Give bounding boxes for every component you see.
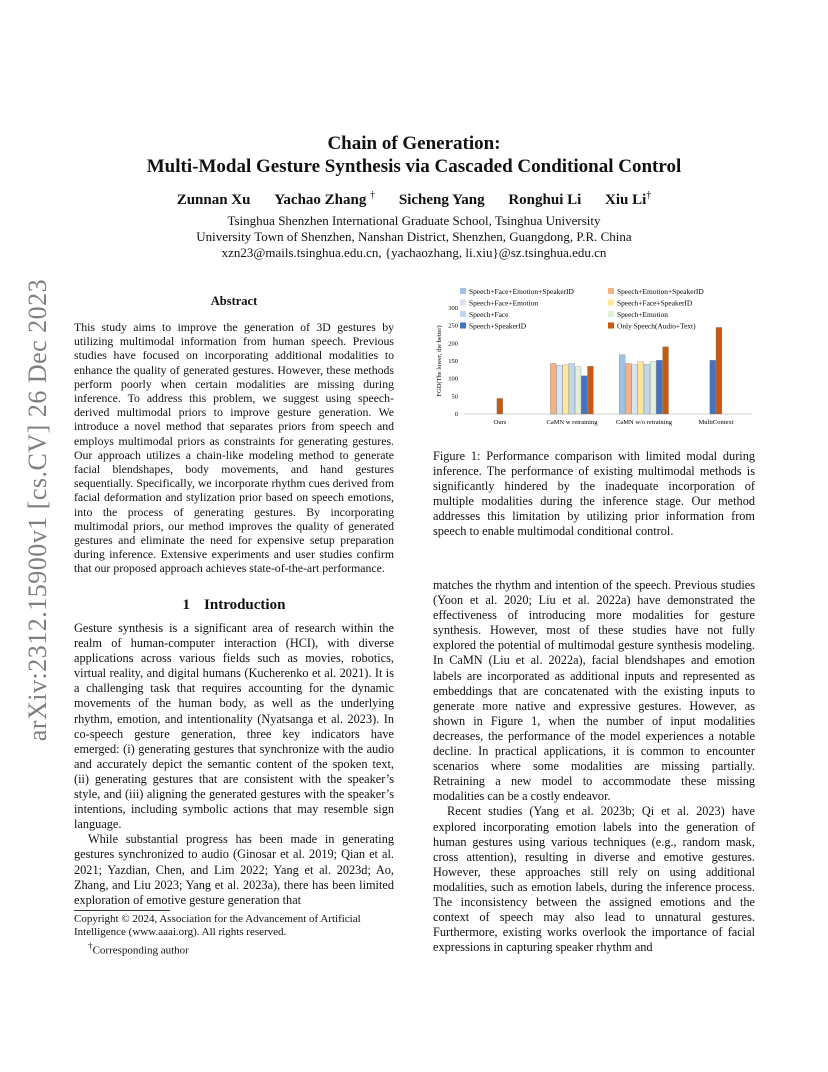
x-tick-label: CaMN w retraining — [546, 419, 598, 426]
figure-1-bar-chart — [430, 286, 760, 432]
arxiv-sidebar-stamp — [18, 280, 58, 740]
bar — [557, 365, 563, 414]
footnote-corresponding: †Corresponding author — [88, 941, 189, 957]
affiliation-line: University Town of Shenzhen, Nanshan District, Shenzhen, Guangdong, P.R. China — [196, 229, 632, 244]
bar — [710, 360, 716, 414]
introduction-right-column — [433, 578, 755, 955]
author: Ronghui Li — [508, 192, 582, 208]
legend-label: Speech+Face — [469, 310, 509, 319]
legend-swatch — [608, 323, 614, 329]
x-tick-label: CaMN w/o retraining — [616, 419, 672, 426]
y-axis-label: FGD(The lower, the better) — [436, 325, 443, 397]
section-heading-introduction: 1 Introduction — [182, 597, 286, 613]
bar — [625, 363, 631, 414]
legend-swatch — [460, 300, 466, 306]
y-tick-label: 250 — [448, 322, 458, 330]
x-tick-label: Ours — [493, 419, 507, 426]
arxiv-id: arXiv:2312.15900v1 [cs.CV] 26 Dec 2023 — [23, 278, 52, 742]
bar — [563, 365, 569, 414]
bar — [550, 363, 556, 414]
bar — [575, 367, 581, 414]
author: Sicheng Yang — [398, 192, 485, 208]
x-tick-label: MultiContext — [698, 419, 734, 426]
paragraph: While substantial progress has been made in generating gestures synchronized to audio (Ginosar et al. 2019; Qian et al. 2021; Yazdian, Chen, and Lim 2022; Yang et al. 2023d; Ao, Zhang, and Liu 2023; Yang et al. 2023a), there has been limited exploration of emotive gesture generation that — [74, 832, 394, 907]
legend-swatch — [460, 288, 466, 294]
footnote-copyright: Copyright © 2024, Association for the Advancement of Artificial Intelligence (www.aaai.org). All rights reserved. — [74, 913, 361, 938]
bar — [656, 360, 662, 414]
bar — [632, 365, 638, 414]
y-tick-label: 0 — [454, 411, 458, 418]
author-list — [74, 190, 754, 209]
legend-swatch — [460, 323, 466, 329]
bar — [716, 327, 722, 414]
paper-title-line2: Multi-Modal Gesture Synthesis via Cascaded Conditional Control — [146, 156, 682, 177]
legend-swatch — [460, 311, 466, 317]
paragraph: Recent studies (Yang et al. 2023b; Qi et al. 2023) have explored incorporating emotion labels into the generation of human gestures using various techniques (e.g., random mask, cross attention), resulting in diverse and emotive gestures. However, these approaches still rely on using additional modalities, such as emotion labels, during the inference process. The inconsistency between the assigned emotions and the context of speech may also lead to unnatural gestures. Furthermore, existing works overlook the importance of facial expressions in capturing speaker rhythm and — [433, 804, 755, 955]
bar — [663, 347, 669, 414]
legend-label: Speech+Face+Emotion+SpeakerID — [469, 287, 574, 296]
y-tick-label: 200 — [448, 340, 458, 348]
legend-swatch — [608, 311, 614, 317]
author: Zunnan Xu — [176, 192, 251, 208]
y-tick-label: 300 — [448, 305, 458, 312]
bar — [638, 362, 644, 414]
author: Yachao Zhang † — [274, 190, 376, 208]
paper-title-line1: Chain of Generation: — [327, 133, 501, 154]
introduction-left-column — [74, 621, 394, 908]
bar — [569, 363, 575, 414]
bar — [644, 364, 650, 414]
legend-label: Speech+SpeakerID — [469, 321, 527, 331]
footnote-rule — [74, 910, 170, 911]
legend-label: Speech+Face+SpeakerID — [617, 298, 693, 308]
abstract-heading: Abstract — [210, 294, 258, 308]
y-tick-label: 50 — [451, 393, 458, 401]
paragraph: matches the rhythm and intention of the speech. Previous studies (Yoon et al. 2020; Liu et al. 2022a) have demonstrated the effectiveness of introducing more modalities for gesture synthesis. However, most of these studies have not fully explored the potential of multimodal gesture synthesis modeling. In CaMN (Liu et al. 2022a), facial blendshapes and emotion labels are incorporated as additional inputs and represented as embeddings that are concatenated with the existing inputs to generate more native and expressive gestures. However, as shown in Figure 1, when the number of input modalities decreases, the performance of the model experiences a notable decline. In practical applications, it is common to encounter scenarios where some modalities are missing partially. Retraining a new model to accommodate these missing modalities can be a costly endeavor. — [433, 578, 755, 804]
bar — [581, 376, 587, 414]
legend-label: Speech+Emotion+SpeakerID — [617, 287, 704, 296]
author-emails: xzn23@mails.tsinghua.edu.cn, {yachaozhang, li.xiu}@sz.tsinghua.edu.cn — [221, 245, 607, 260]
figure-1-caption: Figure 1: Performance comparison with limited modal during inference. The performance of existing multimodal methods is significantly hindered by the inadequate incorporation of multiple modalities during the inference stage. Our method addresses this limitation by utilizing prior information from speech to enable multimodal conditional control. — [433, 449, 755, 539]
bar — [588, 366, 594, 414]
y-tick-label: 150 — [448, 358, 458, 365]
affiliation-line: Tsinghua Shenzhen International Graduate School, Tsinghua University — [227, 213, 601, 228]
legend-label: Speech+Face+Emotion — [469, 298, 539, 308]
y-tick-label: 100 — [448, 375, 458, 383]
paragraph: Gesture synthesis is a significant area of research within the realm of human-computer interaction (HCI), with diverse applications across various fields such as movies, robotics, virtual reality, and digital humans (Kucherenko et al. 2021). It is a challenging task that requires accounting for the dynamic movements of the human body, as well as the underlying rhythm, emotion, and intentionality (Nyatsanga et al. 2023). In co-speech gesture generation, three key indicators have emerged: (i) generating gestures that synchronize with the audio and accurately depict the semantic content of the spoken text, (ii) generating gestures that are consistent with the speaker’s style, and (iii) aligning the generated gestures with the speaker’s intentions, including symbolic actions that may resemble sign language. — [74, 621, 394, 832]
author: Xiu Li† — [605, 190, 652, 208]
bar — [619, 355, 625, 414]
legend-label: Speech+Emotion — [617, 310, 668, 319]
bar — [497, 398, 503, 414]
abstract-text: This study aims to improve the generation of 3D gestures by utilizing multimodal information from human speech. Previous studies have focused on incorporating additional modalities to enhance the quality of generated gestures. However, these methods perform poorly when certain modalities are missing during inference. To address this problem, we suggest using speech-derived multimodal priors to improve gesture generation. We introduce a novel method that separates priors from speech and employs multimodal priors as constraints for generating gestures. Our approach utilizes a chain-like modeling method to generate facial blendshapes, body movements, and hand gestures sequentially. Specifically, we incorporate rhythm cues derived from facial deformation and stylization prior based on speech emotions, into the process of generating gestures. By incorporating multimodal priors, our method improves the quality of generated gestures and eliminate the need for expensive setup preparation during inference. Extensive experiments and user studies confirm that our proposed approach achieves state-of-the-art performance. — [74, 320, 394, 576]
legend-label: Only Speech(Audio+Text) — [617, 321, 696, 331]
bar — [650, 362, 656, 414]
legend-swatch — [608, 288, 614, 294]
legend-swatch — [608, 300, 614, 306]
